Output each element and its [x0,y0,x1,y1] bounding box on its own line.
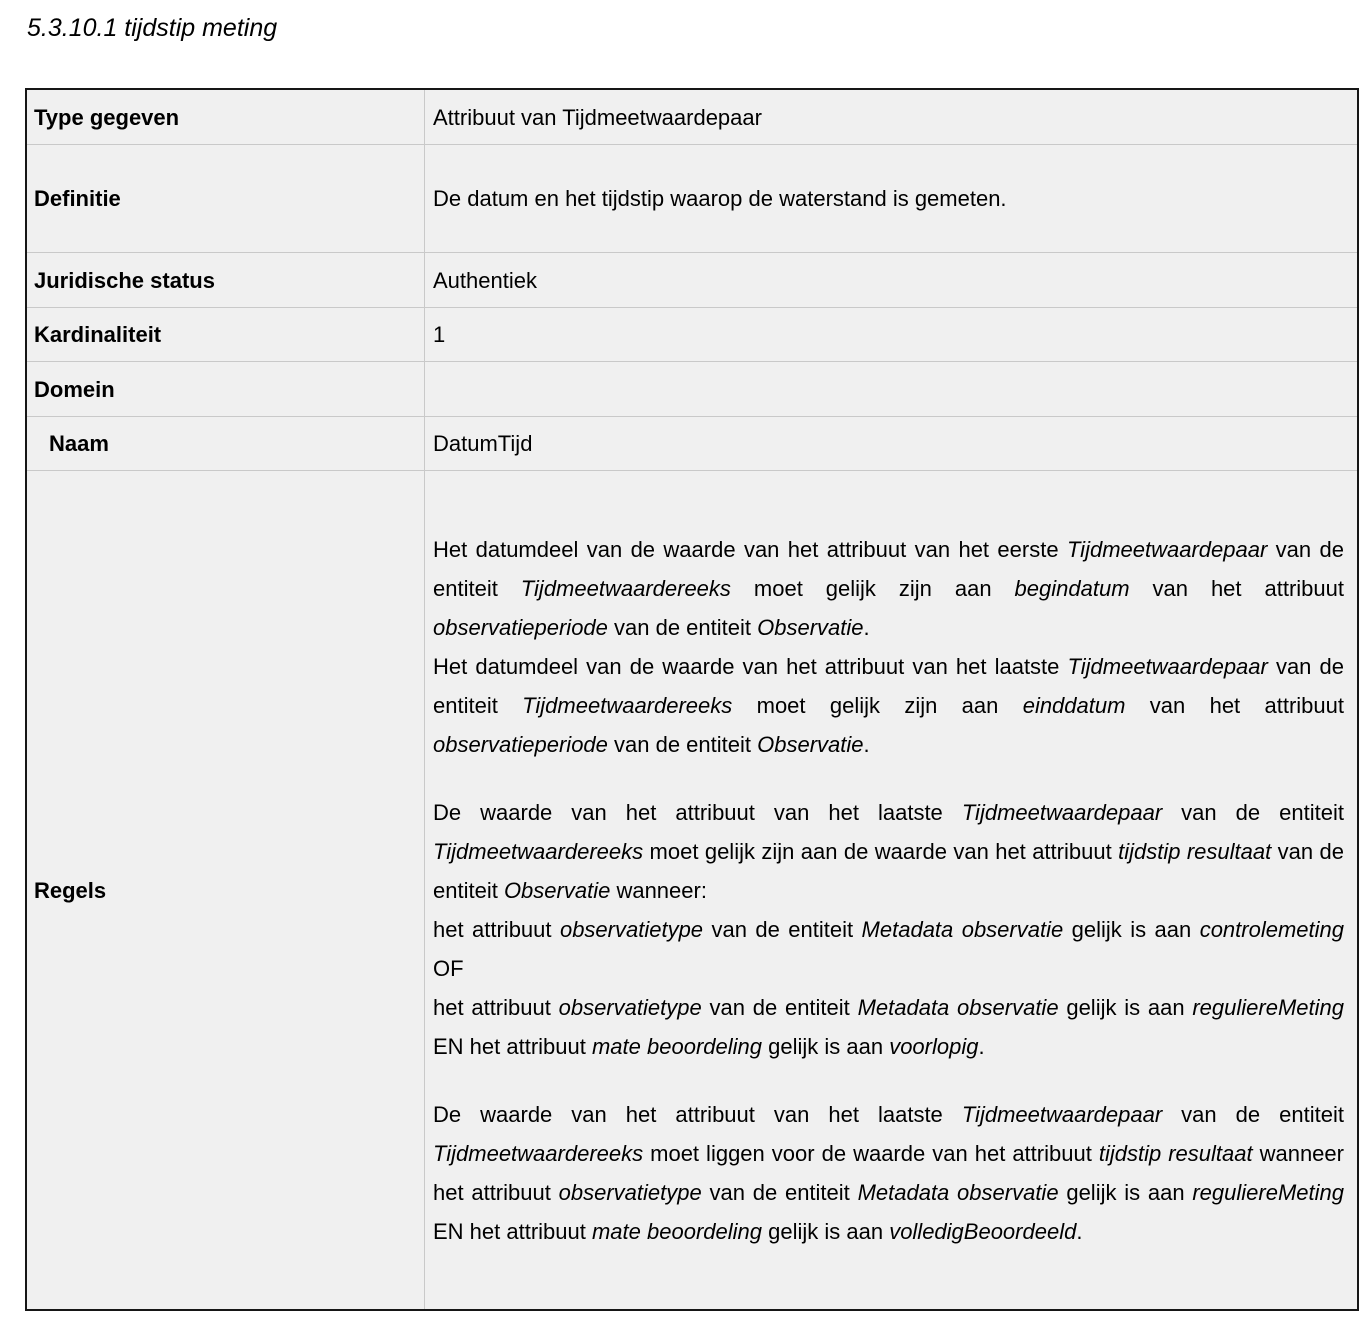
row-label-cell [27,90,425,144]
row-label: Definitie [34,186,121,211]
row-label: Kardinaliteit [34,322,162,347]
table-row [27,307,1357,361]
row-value: De datum en het tijdstip waarop de waterstand is gemeten. [433,186,1007,211]
row-value-cell [425,308,1357,361]
row-label: Naam [49,431,109,456]
row-label-cell [27,417,425,470]
table-row [27,144,1357,252]
row-value-cell [425,145,1357,252]
row-value-cell [425,90,1357,144]
table-row [27,470,1357,1309]
row-label-cell [27,362,425,416]
row-label: Juridische status [34,267,215,293]
table-row [27,252,1357,307]
row-label: Regels [34,877,107,903]
rules-paragraph: Het datumdeel van de waarde van het attribuut van het eerste Tijdmeetwaardepaar van de entiteit Tijdmeetwaardereeks moet gelijk zijn aan begindatum van het attribuut observatieperiode van de entiteit Observatie. Het datumdeel van de waarde van het attribuut van het laatste Tijdmeetwaardepaar van de entiteit Tijdmeetwaardereeks moet gelijk zijn aan einddatum van het attribuut observatieperiode van de entiteit Observatie. [433,536,1344,757]
row-label: Domein [34,376,115,402]
table-row [27,416,1357,470]
row-label-cell [27,308,425,361]
row-value: Attribuut van Tijdmeetwaardepaar [433,104,762,130]
table-row [27,90,1357,144]
row-label-cell [27,253,425,307]
row-value-cell [425,417,1357,470]
definition-table [25,88,1359,1311]
row-value: Authentiek [433,267,537,293]
row-value-cell [425,253,1357,307]
row-value-cell [425,362,1357,416]
row-value: DatumTijd [433,431,533,456]
row-value: 1 [433,322,446,347]
rules-paragraph: De waarde van het attribuut van het laatste Tijdmeetwaardepaar van de entiteit Tijdmeetwaardereeks moet gelijk zijn aan de waarde van het attribuut tijdstip resultaat van de entiteit Observatie wanneer: het attribuut observatietype van de entiteit Metadata observatie gelijk is aan controlemeting OF het attribuut observatietype van de entiteit Metadata observatie gelijk is aan reguliereMeting EN het attribuut mate beoordeling gelijk is aan voorlopig. [433,799,1344,1059]
section-heading: 5.3.10.1 tijdstip meting [27,14,278,42]
row-label-cell [27,145,425,252]
row-value-cell [425,471,1357,1309]
row-label-cell [27,471,425,1309]
table-row [27,361,1357,416]
rules-paragraph: De waarde van het attribuut van het laatste Tijdmeetwaardepaar van de entiteit Tijdmeetwaardereeks moet liggen voor de waarde van het attribuut tijdstip resultaat wanneer het attribuut observatietype van de entiteit Metadata observatie gelijk is aan reguliereMeting EN het attribuut mate beoordeling gelijk is aan volledigBeoordeeld. [433,1101,1344,1244]
row-label: Type gegeven [34,104,180,130]
